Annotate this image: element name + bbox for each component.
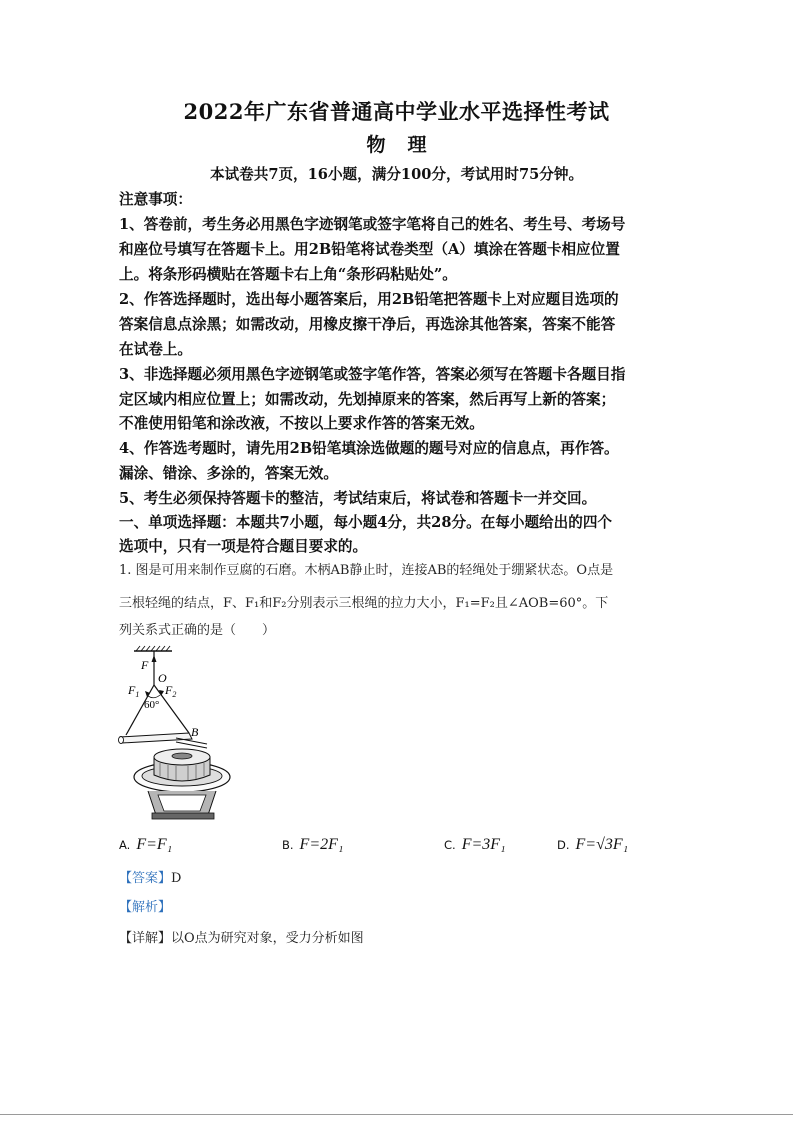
option-formula: F=F₁ (136, 836, 173, 853)
exam-title: 2022年广东省普通高中学业水平选择性考试 (183, 99, 610, 124)
answer-tag: 【答案】 (119, 871, 172, 886)
note-line: 1、答卷前，考生务必用黑色字迹钢笔或签字笔将自己的姓名、考生号、考场号 (119, 216, 626, 233)
note-line: 在试卷上。 (119, 341, 192, 358)
force-arrow-F (152, 655, 157, 662)
question-1-stem: 1. 图是可用来制作豆腐的石磨。木柄AB静止时，连接AB的轻绳处于绷紧状态。O点是 (119, 563, 614, 578)
note-line: 漏涂、错涂、多涂的，答案无效。 (119, 465, 338, 482)
option-formula: F=2F₁ (299, 836, 344, 853)
question-1-stem: 三根轻绳的结点，F、F₁和F₂分别表示三根绳的拉力大小，F₁=F₂且∠AOB=60°。下 (119, 596, 609, 611)
label-B: B (191, 725, 199, 739)
label-angle: 60° (144, 699, 160, 711)
note-line: 定区域内相应位置上；如需改动，先划掉原来的答案，然后再写上新的答案； (119, 391, 616, 408)
option-label: C. (444, 838, 456, 852)
note-line: 答案信息点涂黑；如需改动，用橡皮擦干净后，再选涂其他答案，答案不能答 (119, 316, 616, 333)
section-heading: 选项中，只有一项是符合题目要求的。 (119, 538, 368, 555)
note-line: 上。将条形码横贴在答题卡右上角“条形码粘贴处”。 (119, 266, 457, 283)
label-F1: $F_1$ (128, 683, 140, 699)
option-a[interactable] (119, 836, 172, 854)
option-d[interactable] (557, 836, 628, 854)
analysis-tag: 【解析】 (119, 900, 172, 915)
page-bottom-rule (0, 1114, 793, 1115)
label-O: O (158, 671, 167, 685)
answer-line (119, 867, 181, 886)
note-line: 4、作答选考题时，请先用2B铅笔填涂选做题的题号对应的信息点，再作答。 (119, 440, 619, 457)
detail-line (119, 927, 364, 946)
question-1-stem: 列关系式正确的是（ ） (119, 623, 276, 638)
option-c[interactable] (444, 836, 506, 854)
detail-tag: 【详解】 (119, 931, 172, 946)
answer-value: D (171, 871, 182, 886)
stone-mill-figure (112, 645, 240, 823)
option-label: B. (282, 838, 294, 852)
label-F: F (141, 658, 149, 672)
option-label: A. (119, 838, 131, 852)
note-line: 5、考生必须保持答题卡的整洁，考试结束后，将试卷和答题卡一并交回。 (119, 490, 597, 507)
note-line: 和座位号填写在答题卡上。用2B铅笔将试卷类型（A）填涂在答题卡相应位置 (119, 241, 620, 258)
note-line: 不准使用铅笔和涂改液，不按以上要求作答的答案无效。 (119, 415, 484, 432)
label-F2: $F_2$ (165, 683, 177, 699)
option-formula: F=√3F₁ (575, 836, 629, 853)
force-arrow-F1 (145, 691, 150, 697)
option-formula: F=3F₁ (461, 836, 506, 853)
note-line: 3、非选择题必须用黑色字迹钢笔或签字笔作答，答案必须写在答题卡各题目指 (119, 366, 626, 383)
section-heading: 一、单项选择题：本题共7小题，每小题4分，共28分。在每小题给出的四个 (119, 514, 613, 531)
option-label: D. (557, 838, 570, 852)
notes-heading: 注意事项： (119, 191, 192, 208)
exam-intro: 本试卷共7页，16小题，满分100分，考试用时75分钟。 (209, 166, 584, 183)
detail-text: 以O点为研究对象，受力分析如图 (171, 931, 364, 946)
subject-title: 物理 (366, 134, 449, 156)
option-b[interactable] (282, 836, 343, 854)
note-line: 2、作答选择题时，选出每小题答案后，用2B铅笔把答题卡上对应题目选项的 (119, 291, 619, 308)
